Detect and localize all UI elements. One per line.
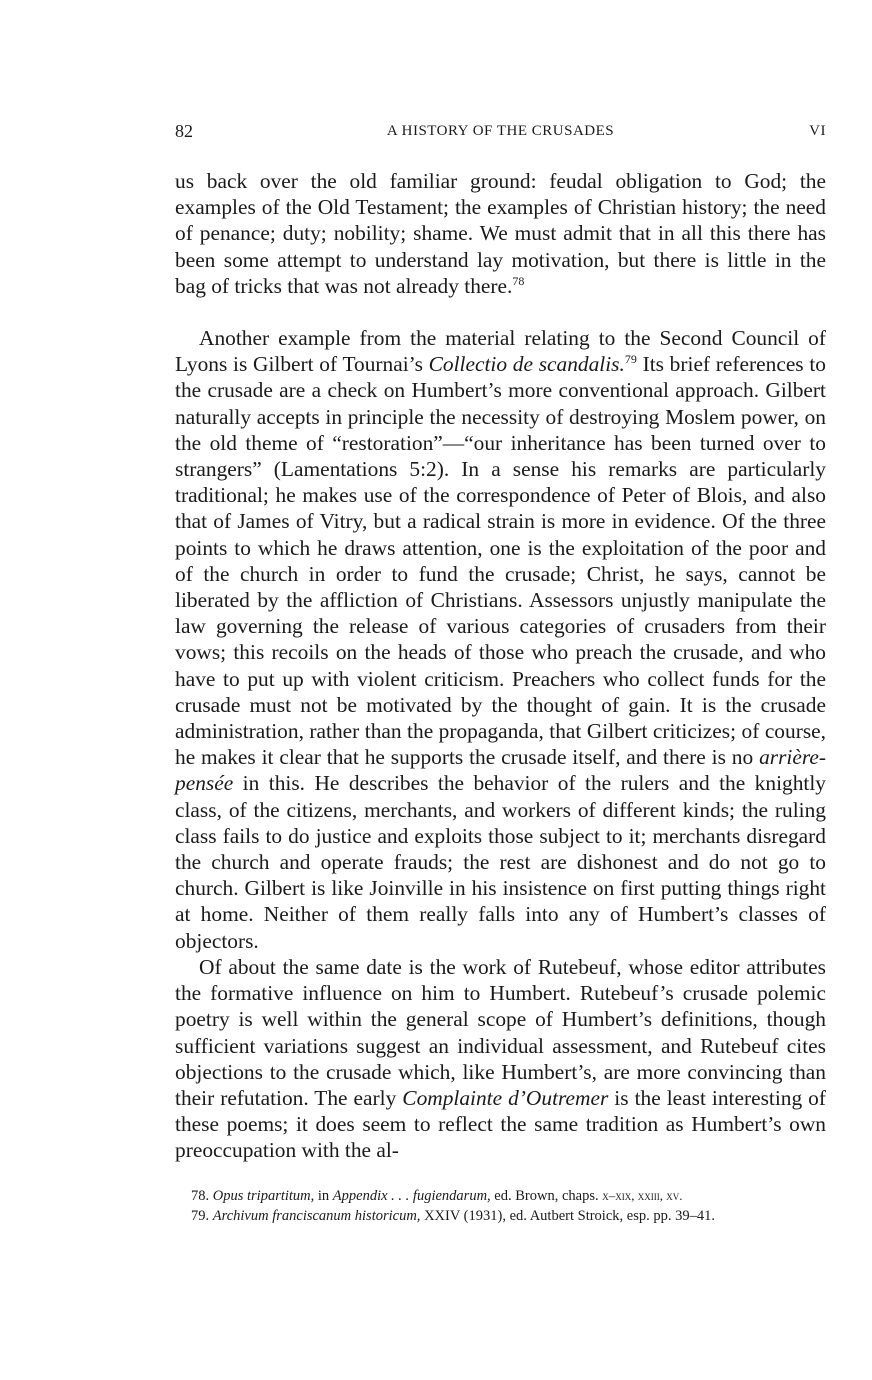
paragraph-1 <box>175 168 826 299</box>
paragraph-2 <box>175 325 826 954</box>
footnote-text: ed. Brown, chaps. <box>490 1187 603 1204</box>
footnote-number: 79. <box>191 1207 210 1224</box>
footnote-title: Appendix . . . fugiendarum, <box>332 1187 491 1204</box>
footnote-number: 78. <box>191 1187 210 1204</box>
book-page <box>175 118 826 1226</box>
footnote-text: in <box>314 1187 333 1204</box>
footnote-title: Archivum franciscanum historicum, <box>212 1207 421 1224</box>
page-number: 82 <box>175 121 193 141</box>
paragraph-3 <box>175 954 826 1164</box>
chapter-number: VI <box>809 123 826 139</box>
footnote-title: Opus tripartitum, <box>212 1187 315 1204</box>
paragraph-3-text-a: Of about the same date is the work of Rutebeuf, whose editor attributes the formative influence on him to Humbert. Rutebeuf’s crusade polemic poetry is well within the general scope of Humbert’s definitions, though sufficient variations suggest an individual assessment, and Rutebeuf cites objections to the crusade which, like Humbert’s, are more convincing than their refutation. The early <box>175 954 826 1110</box>
body-text <box>175 168 826 1164</box>
footnote-79 <box>175 1206 826 1226</box>
footnote-78 <box>175 1186 826 1206</box>
running-head <box>175 118 826 144</box>
paragraph-1-text: us back over the old familiar ground: feudal obligation to God; the examples of the Old Testament; the examples of Christian history; the need of penance; duty; nobility; shame. We must admit that in all this there has been some attempt to understand lay motivation, but there is little in the bag of tricks that was not already there. <box>175 169 826 298</box>
title-complainte-doutremer: Complainte d’Outremer <box>402 1085 609 1110</box>
running-title: A HISTORY OF THE CRUSADES <box>386 123 615 139</box>
term-arriere-pensee: arrière-pensée <box>175 745 826 796</box>
title-collectio-de-scandalis: Collectio de scandalis. <box>428 352 625 377</box>
paragraph-3-text-b: is the least interesting of these poems; it does seem to reflect the same tradition as Humbert’s own preoccupation with the al- <box>175 1085 826 1163</box>
paragraph-2-text-b: Its brief references to the crusade are a check on Humbert’s more conventional approach. Gilbert naturally accepts in principle the necessity of destroying Moslem power, on the old theme of “restoration”—“our inheritance has been turned over to strangers” (Lamentations 5:2). In a sense his remarks are particularly traditional; he makes use of the correspondence of Peter of Blois, and also that of James of Vitry, but a radical strain is more in evidence. Of the three points to which he draws attention, one is the exploitation of the poor and of the church in order to fund the crusade; Christ, he says, cannot be liberated by the affliction of Christians. Assessors unjustly manipulate the law governing the release of various categories of crusaders from their vows; this recoils on the heads of those who preach the crusade, and who have to put up with violent criticism. Preachers who collect funds for the crusade must not be motivated by the thought of gain. It is the crusade administration, rather than the propaganda, that Gilbert criticizes; of course, he makes it clear that he supports the crusade itself, and there is no <box>175 352 826 770</box>
footnotes <box>175 1186 826 1226</box>
footnote-text: XXIV (1931), ed. Autbert Stroick, esp. pp. 39–41. <box>420 1207 715 1224</box>
paragraph-2-text-a: Another example from the material relating to the Second Council of Lyons is Gilbert of Tournai’s <box>175 326 826 377</box>
footnote-chapters: x–xix, xxiii, xv. <box>602 1187 683 1203</box>
note-ref-78: 78 <box>512 273 525 288</box>
paragraph-2-text-c: in this. He describes the behavior of the rulers and the knightly class, of the citizens, merchants, and workers of different kinds; the ruling class fails to do justice and exploits those subject to it; merchants disregard the church and operate frauds; the rest are dishonest and do not go to church. Gilbert is like Joinville in his insistence on first putting things right at home. Neither of them really falls into any of Humbert’s classes of objectors. <box>175 771 826 953</box>
note-ref-79: 79 <box>624 352 637 367</box>
